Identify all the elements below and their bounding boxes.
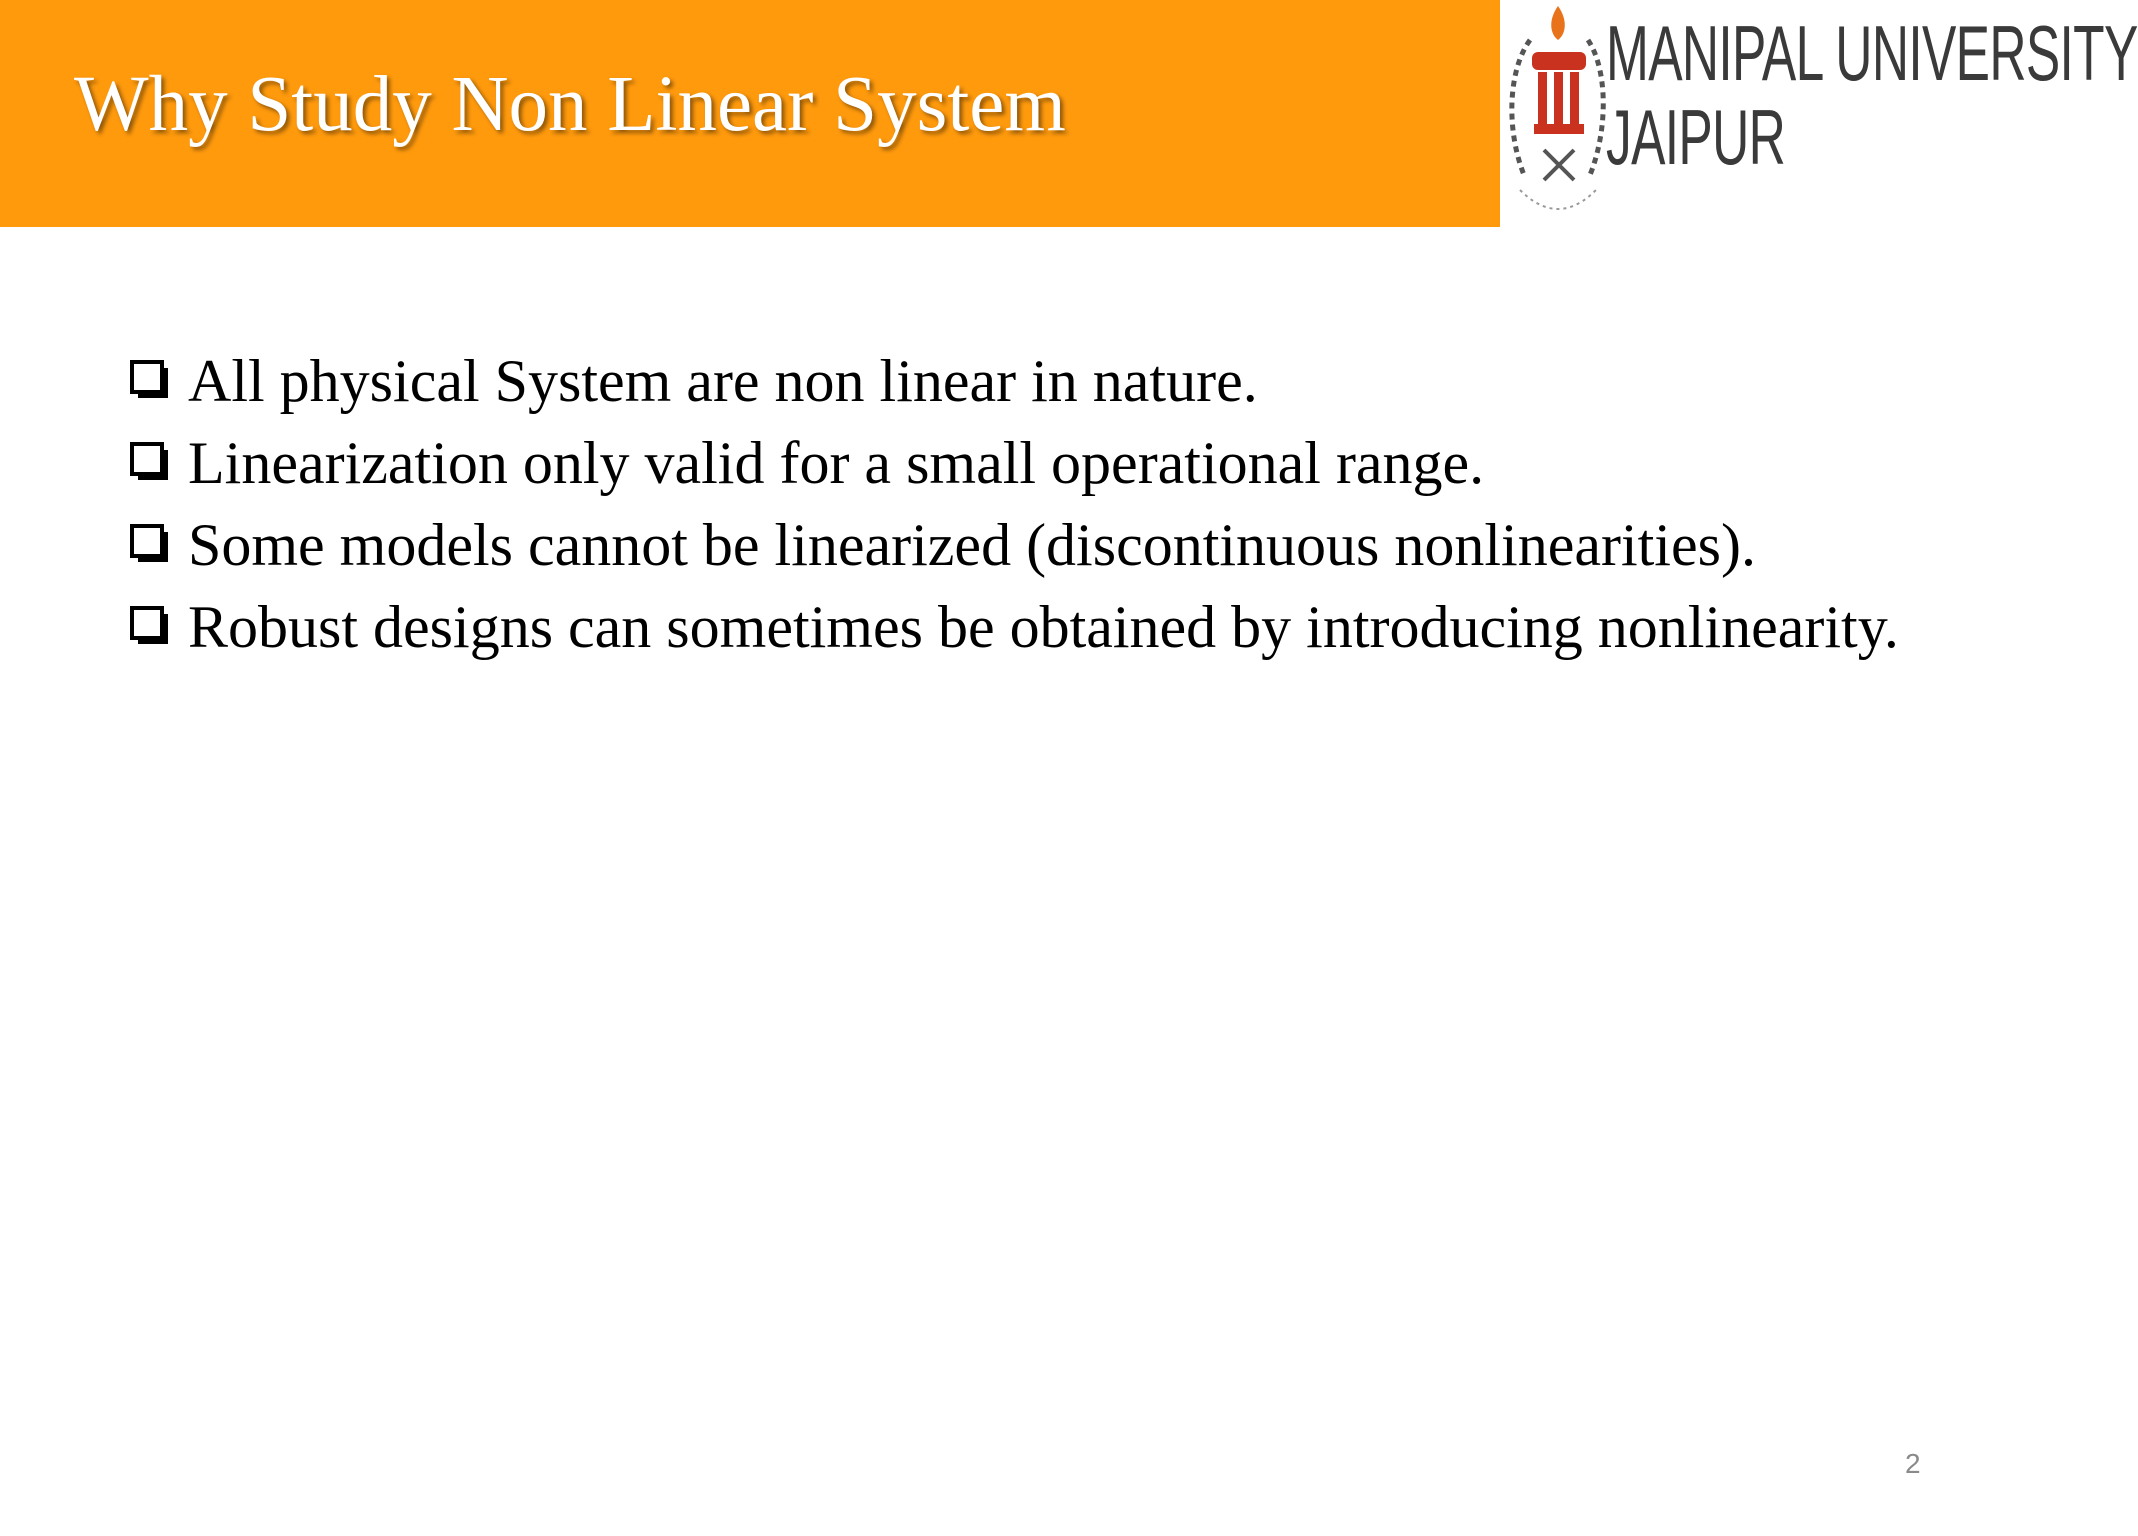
- bullet-text: Linearization only valid for a small operational range.: [188, 430, 1485, 496]
- manipal-emblem-icon: [1500, 0, 1610, 235]
- page-number: 2: [1905, 1448, 1921, 1479]
- bullet-item: [128, 422, 1928, 504]
- hollow-square-icon: [130, 524, 170, 564]
- logo-line-city: JAIPUR: [1606, 93, 1786, 181]
- hollow-square-icon: [130, 606, 170, 646]
- bullet-text: Some models cannot be linearized (discontinuous nonlinearities).: [188, 512, 1756, 578]
- bullet-list: [128, 340, 1928, 668]
- bullet-text: All physical System are non linear in nature.: [188, 348, 1258, 414]
- hollow-square-icon: [130, 442, 170, 482]
- logo-line-university: MANIPAL UNIVERSITY: [1606, 9, 2138, 97]
- header-band: [0, 0, 1500, 227]
- bullet-item: [128, 586, 1928, 668]
- bullet-item: [128, 340, 1928, 422]
- bullet-text: Robust designs can sometimes be obtained by introducing nonlinearity.: [188, 594, 1899, 660]
- hollow-square-icon: [130, 360, 170, 400]
- university-logo: [1500, 0, 2138, 235]
- bullet-item: [128, 504, 1928, 586]
- logo-wordmark: [1606, 9, 2138, 181]
- slide-title: Why Study Non Linear System: [74, 61, 1066, 148]
